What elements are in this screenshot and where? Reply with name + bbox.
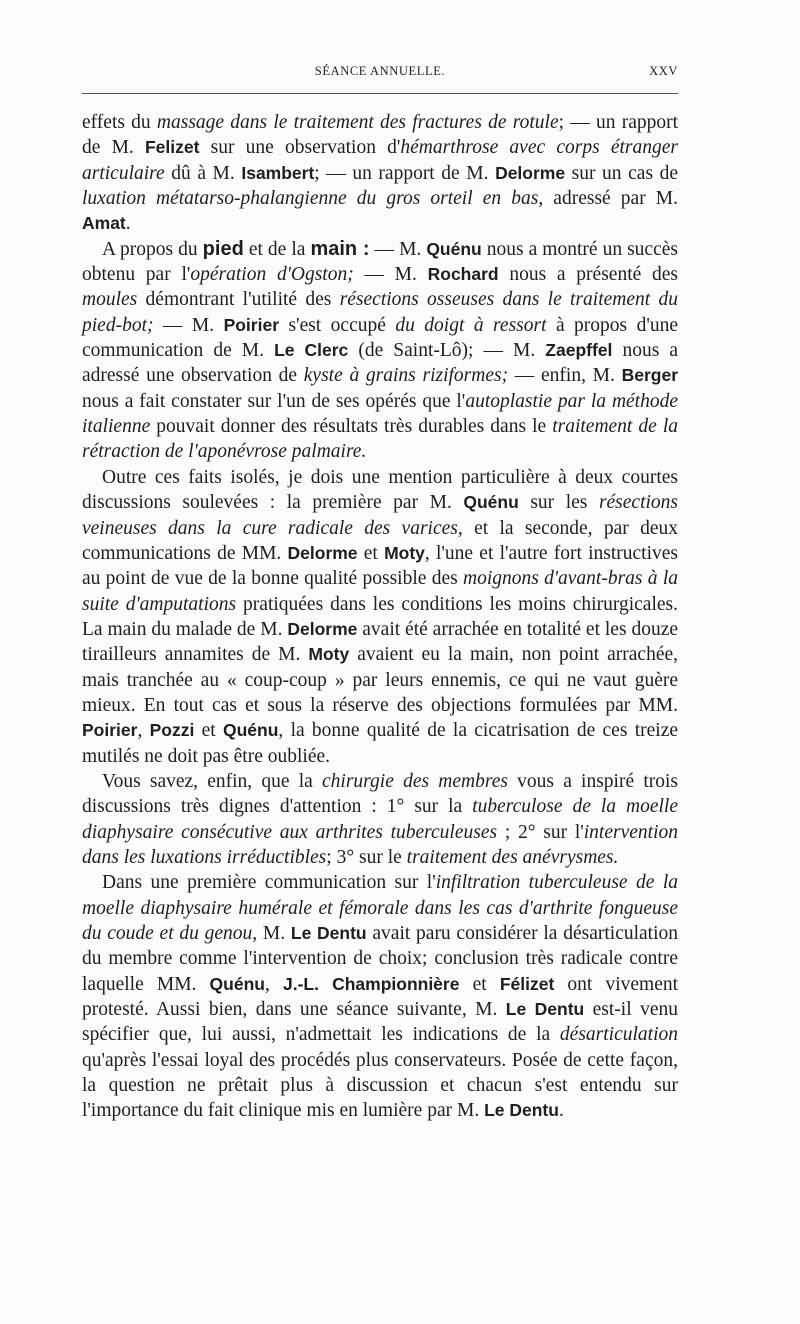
paragraph-2: A propos du pied et de la main : — M. Quénu nous a montré un succès obtenu par l'opération d'Ogston; — M. Rochard nous a présenté des moules démontrant l'utilité des résections osseuses dans le traitement du pied-bot; — M. Poirier s'est occupé du doigt à ressort à propos d'une communication de M. Le Clerc (de Saint-Lô); — M. Zaepffel nous a adressé une observation de kyste à grains riziformes; — enfin, M. Berger nous a fait constater sur l'un de ses opérés que l'autoplastie par la méthode italienne pouvait donner des résultats très durables dans le traitement de la rétraction de l'aponévrose palmaire. — [82, 237, 679, 463]
author-name: Moty — [308, 644, 350, 665]
author-name: Moty — [384, 542, 425, 563]
author-name: Delorme — [287, 542, 358, 563]
author-name: Le Dentu — [290, 923, 367, 943]
author-name: Félizet — [499, 973, 555, 994]
emphasis-term: main : — [310, 237, 370, 260]
author-name: Felizet — [144, 137, 200, 158]
author-name: Poirier — [82, 720, 138, 741]
author-name: J.-L. Championnière — [282, 973, 460, 994]
author-name: Delorme — [287, 618, 358, 639]
author-name: Delorme — [495, 162, 566, 183]
emphasis-term: pied — [202, 237, 244, 260]
author-name: Le Dentu — [484, 1100, 559, 1121]
author-name: Quénu — [463, 492, 519, 513]
author-name: Pozzi — [149, 720, 195, 741]
author-name: Rochard — [427, 264, 499, 285]
paragraph-1: effets du massage dans le traitement des fractures de rotule; — un rapport de M. Felizet sur une observation d'hémarthrose avec corps étranger articulaire dû à M. Isambert; — un rapport de M. Delorme sur un cas de luxation métatarso-phalangienne du gros orteil en bas, adressé par M. Amat. — [82, 112, 679, 235]
author-name: Zaepffel — [545, 340, 613, 361]
author-name: Poirier — [223, 314, 280, 335]
author-name: Berger — [621, 365, 679, 386]
author-name: Quénu — [209, 973, 265, 994]
author-name: Le Dentu — [505, 999, 585, 1020]
author-name: Le Clerc — [274, 340, 349, 361]
running-title: SÉANCE ANNUELLE. — [314, 64, 446, 78]
paragraph-5: Dans une première communication sur l'infiltration tuberculeuse de la moelle diaphysaire humérale et fémorale dans les cas d'arthrite fongueuse du coude et du genou, M. Le Dentu avait paru considérer la désarticulation du membre comme l'intervention de choix; conclusion très radicale contre laquelle MM. Quénu, J.-L. Championnière et Félizet ont vivement protesté. Aussi bien, dans une séance suivante, M. Le Dentu est-il venu spécifier que, lui aussi, n'admettait les indications de la désarticulation qu'après l'essai loyal des procédés plus conservateurs. Posée de cette façon, la question ne prêtait plus à discussion et chacun s'est entendu sur l'importance du fait clinique mis en lumière par M. Le Dentu. — [82, 872, 679, 1122]
header-rule — [82, 93, 678, 94]
author-name: Isambert — [241, 162, 315, 183]
author-name: Amat — [82, 213, 126, 234]
page-number: XXV — [649, 64, 678, 78]
paragraph-4: Vous savez, enfin, que la chirurgie des membres vous a inspiré trois discussions très dignes d'attention : 1° sur la tuberculose de la moelle diaphysaire consécutive aux arthrites tuberculeuses ; 2° sur l'intervention dans les luxations irréductibles; 3° sur le traitement des anévrysmes. — [82, 770, 678, 868]
author-name: Quénu — [426, 238, 482, 259]
running-header — [82, 60, 678, 84]
paragraph-3: Outre ces faits isolés, je dois une mention particulière à deux courtes discussions soulevées : la première par M. Quénu sur les résections veineuses dans la cure radicale des varices, et la seconde, par deux communications de MM. Delorme et Moty, l'une et l'autre fort instructives au point de vue de la bonne qualité possible des moignons d'avant-bras à la suite d'amputations pratiquées dans les conditions les moins chirurgicales. La main du malade de M. Delorme avait été arrachée en totalité et les douze tirailleurs annamites de M. Moty avaient eu la main, non point arrachée, mais tranchée au « coup-coup » par leurs ennemis, ce qui ne vaut guère mieux. En tout cas et sous la réserve des objections formulées par MM. Poirier, Pozzi et Quénu, la bonne qualité de la cicatrisation de ces treize mutilés ne doit pas être oubliée. — [82, 466, 679, 767]
author-name: Quénu — [223, 720, 279, 741]
body-text — [82, 110, 678, 1124]
